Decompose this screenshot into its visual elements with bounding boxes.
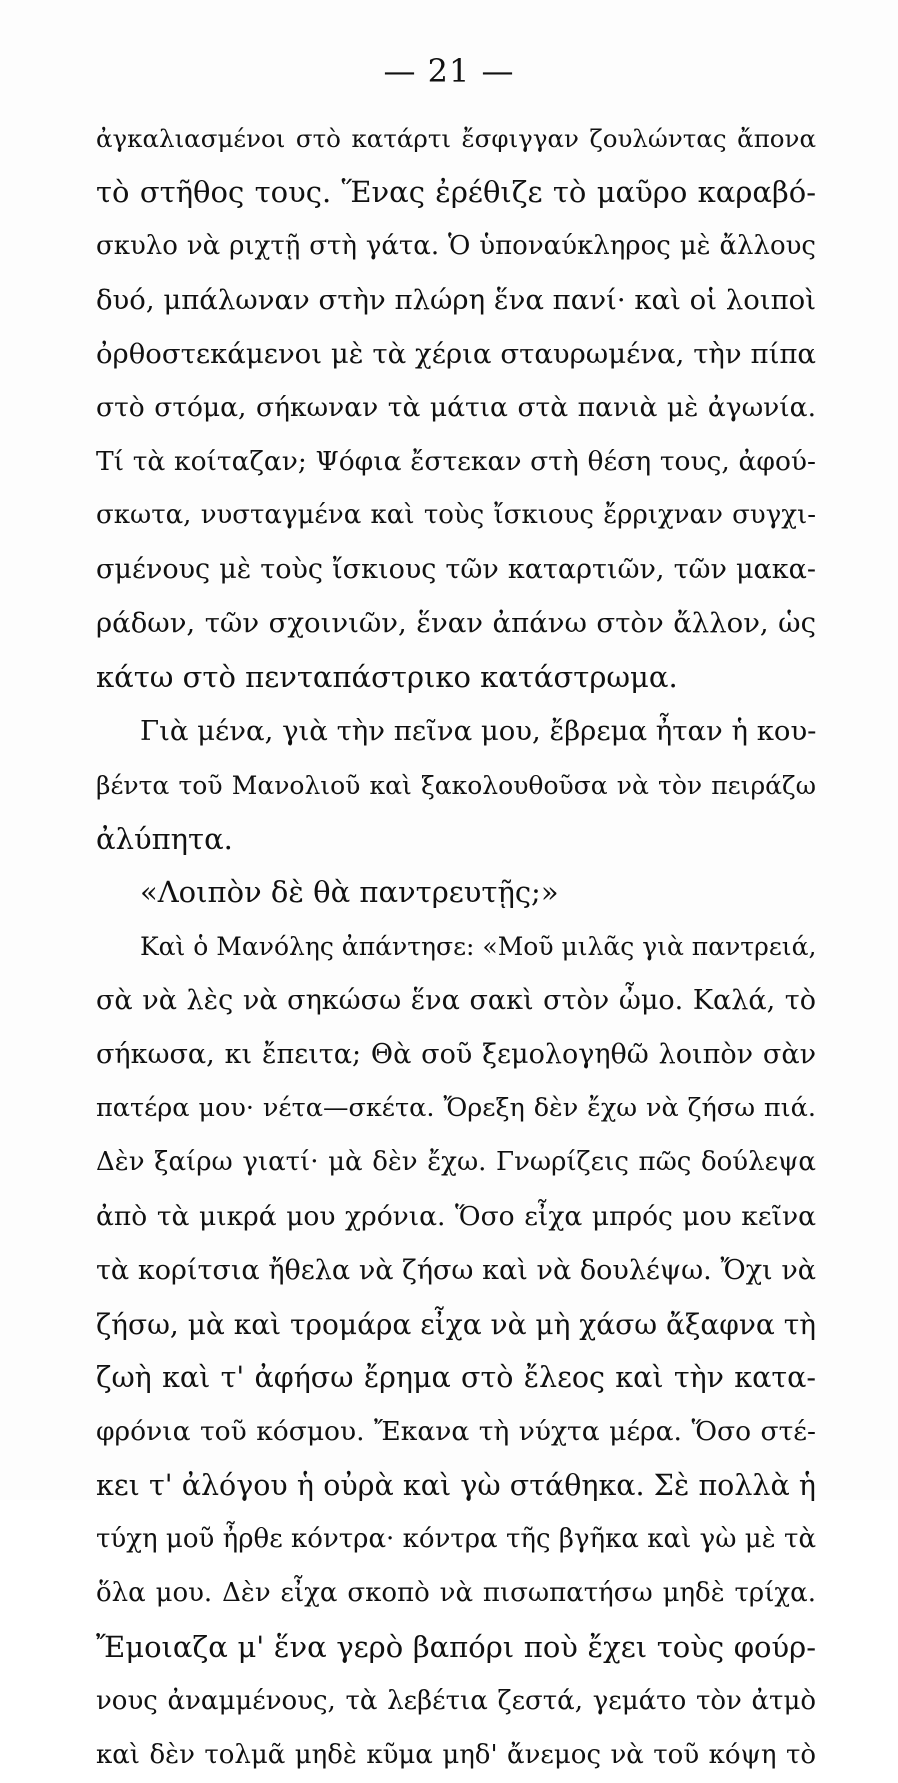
text-line: σκωτα, νυσταγμένα καὶ τοὺς ἴσκιους ἔρριχναν συγχι- [96,500,816,531]
text-line: Ἔμοιαζα μ' ἕνα γερὸ βαπόρι ποὺ ἔχει τοὺς φούρ- [96,1629,816,1664]
text-line: Δὲν ξαίρω γιατί· μὰ δὲν ἔχω. Γνωρίζεις πῶς δούλεψα [96,1146,816,1177]
text-line: ὀρθοστεκάμενοι μὲ τὰ χέρια σταυρωμένα, τὴν πίπα [96,337,816,370]
text-line: καὶ δὲν τολμᾶ μηδὲ κῦμα μηδ' ἄνεμος νὰ τοῦ κόψη τὸ [96,1739,816,1770]
page-number: — 21 — [383,52,515,90]
text-line: φρόνια τοῦ κόσμου. Ἔκανα τὴ νύχτα μέρα. Ὅσο στέ- [96,1416,816,1448]
text-line: ἀγκαλιασμένοι στὸ κατάρτι ἔσφιγγαν ζουλώντας ἄπονα [96,124,816,153]
text-line: «Λοιπὸν δὲ θὰ παντρευτῇς;» [140,875,559,910]
text-line: πατέρα μου· νέτα—σκέτα. Ὄρεξη δὲν ἔχω νὰ ζήσω πιά. [96,1093,816,1124]
text-line: σήκωσα, κι ἔπειτα; Θὰ σοῦ ξεμολογηθῶ λοιπὸν σὰν [96,1039,816,1071]
text-line: τὸ στῆθος τους. Ἕνας ἐρέθιζε τὸ μαῦρο καραβό- [96,174,816,209]
text-line: δυό, μπάλωναν στὴν πλώρη ἕνα πανί· καὶ οἱ λοιποὶ [96,283,816,316]
text-line: ἀπὸ τὰ μικρά μου χρόνια. Ὅσο εἶχα μπρός μου κεῖνα [96,1200,816,1232]
text-line: Γιὰ μένα, γιὰ τὴν πεῖνα μου, ἔβρεμα ἦταν ἡ κου- [140,714,816,747]
text-line: σμένους μὲ τοὺς ἴσκιους τῶν καταρτιῶν, τῶν μακα- [96,554,816,586]
text-line: ζωὴ καὶ τ' ἀφήσω ἔρημα στὸ ἔλεος καὶ τὴν κατα- [96,1361,816,1395]
text-line: σκυλο νὰ ριχτῇ στὴ γάτα. Ὁ ὑποναύκληρος μὲ ἄλλους [96,230,816,261]
text-line: τύχη μοῦ ἦρθε κόντρα· κόντρα τῆς βγῆκα καὶ γὼ μὲ τὰ [96,1524,816,1555]
text-line: τὰ κορίτσια ἤθελα νὰ ζήσω καὶ νὰ δουλέψω. Ὄχι νὰ [96,1254,816,1286]
text-line: βέντα τοῦ Μανολιοῦ καὶ ξακολουθοῦσα νὰ τὸν πειράζω [96,770,816,800]
body-text [96,112,816,1783]
text-line: ράδων, τῶν σχοινιῶν, ἕναν ἀπάνω στὸν ἄλλον, ὡς [96,607,816,640]
text-line: σὰ νὰ λὲς νὰ σηκώσω ἕνα σακὶ στὸν ὦμο. Καλά, τὸ [96,985,816,1017]
text-line: κει τ' ἀλόγου ἡ οὐρὰ καὶ γὼ στάθηκα. Σὲ πολλὰ ἡ [96,1469,816,1503]
text-line: κάτω στὸ πενταπάστρικο κατάστρωμα. [96,659,678,694]
text-line: στὸ στόμα, σήκωναν τὰ μάτια στὰ πανιὰ μὲ ἀγωνία. [96,392,816,424]
text-line: ὅλα μου. Δὲν εἶχα σκοπὸ νὰ πισωπατήσω μηδὲ τρίχα. [96,1578,816,1609]
text-line: Τί τὰ κοίταζαν; Ψόφια ἔστεκαν στὴ θέση τους, ἀφού- [96,446,816,478]
text-line: Καὶ ὁ Μανόλης ἀπάντησε: «Μοῦ μιλᾶς γιὰ παντρειά, [140,932,816,962]
text-line: νους ἀναμμένους, τὰ λεβέτια ζεστά, γεμάτο τὸν ἀτμὸ [96,1685,816,1716]
text-line: ἀλύπητα. [96,821,233,856]
text-line: ζήσω, μὰ καὶ τρομάρα εἶχα νὰ μὴ χάσω ἄξαφνα τὴ [96,1307,816,1341]
